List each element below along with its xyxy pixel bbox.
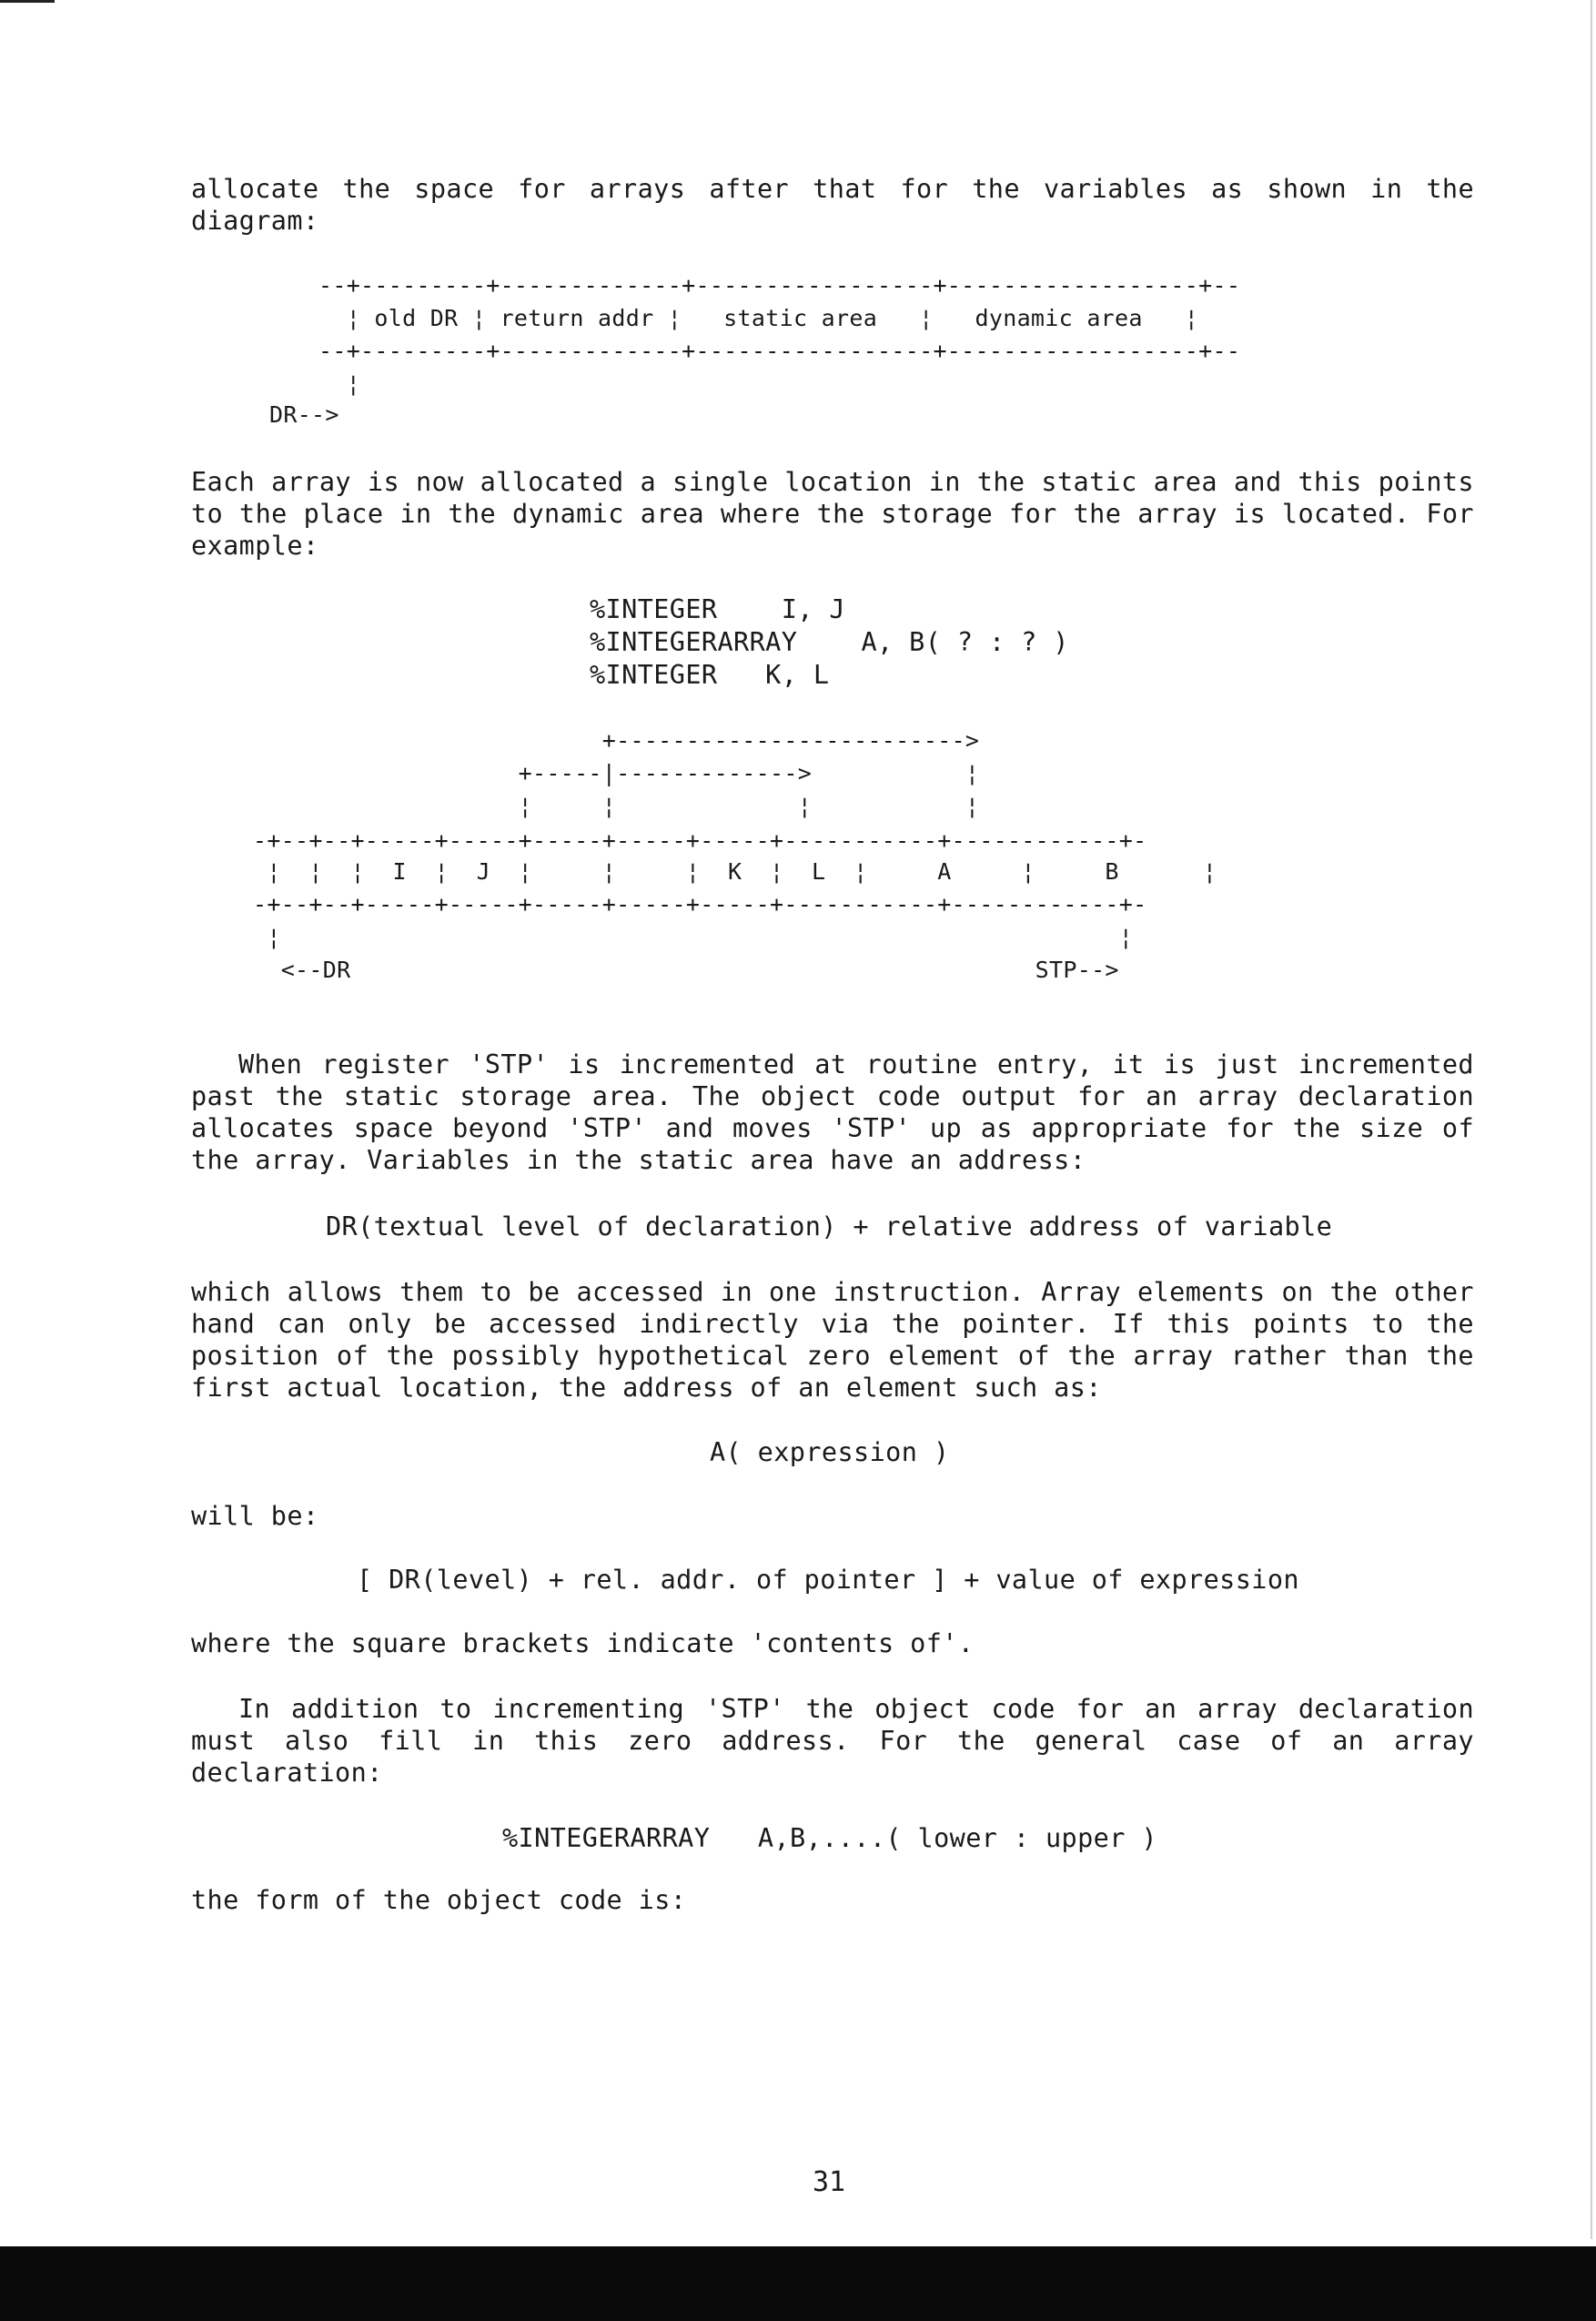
- diagram-dr-label: DR-->: [269, 401, 339, 428]
- diagram2-arrow-a: +-----|-------------> ¦: [253, 760, 980, 786]
- diagram-pointer-bar: ¦: [318, 370, 361, 397]
- paragraph-square-brackets: where the square brackets indicate 'contents of'.: [191, 1628, 975, 1658]
- paragraph-arrays-intro: allocate the space for arrays after that for the variables as shown in the diagram:: [191, 174, 1474, 236]
- diagram2-arrow-stems: ¦ ¦ ¦ ¦: [253, 793, 980, 819]
- diagram2-bottom-border: -+--+--+-----+-----+-----+-----+-----+-----------+------------+-: [253, 891, 1147, 917]
- formula-static-address: DR(textual level of declaration) + relative address of variable: [326, 1211, 1333, 1242]
- paragraph-array-access: which allows them to be accessed in one instruction. Array elements on the other hand can only be accessed indirectly via the pointer. If this points to the position of the possibly hypothetical zero element of the array rather than the first actual location, the address of an element such as:: [191, 1277, 1474, 1403]
- paragraph-object-code-form: the form of the object code is:: [191, 1885, 687, 1915]
- page-number: 31: [813, 2166, 846, 2198]
- paragraph-array-allocation: Each array is now allocated a single location in the static area and this points to the place in the dynamic area where the storage for the array is located. For example:: [191, 467, 1474, 561]
- scan-edge-line: [1591, 0, 1592, 2239]
- scan-bottom-band: [0, 2246, 1596, 2321]
- code-general-declaration: %INTEGERARRAY A,B,....( lower : upper ): [502, 1823, 1157, 1853]
- diagram2-top-border: -+--+--+-----+-----+-----+-----+-----+-----------+------------+-: [253, 827, 1147, 854]
- code-line-2: %INTEGERARRAY A, B( ? : ? ): [590, 627, 1069, 657]
- diagram2-cells: ¦ ¦ ¦ I ¦ J ¦ ¦ ¦ K ¦ L ¦ A ¦ B ¦: [253, 858, 1217, 885]
- formula-element-address: [ DR(level) + rel. addr. of pointer ] + value of expression: [357, 1565, 1299, 1595]
- diagram-row-labels: ¦ old DR ¦ return addr ¦ static area ¦ dynamic area ¦: [318, 305, 1199, 331]
- code-line-1: %INTEGER I, J: [590, 594, 845, 624]
- paragraph-stp-register: When register 'STP' is incremented at routine entry, it is just incremented past the static storage area. The object code output for an array declaration allocates space beyond 'STP' and moves 'STP' up as appropriate for the size of the array. Variables in the static area have an address:: [191, 1049, 1474, 1175]
- formula-array-element: A( expression ): [710, 1437, 950, 1467]
- diagram-row-bottom-border: --+---------+-------------+-----------------+------------------+--: [318, 338, 1241, 364]
- paragraph-zero-address: In addition to incrementing 'STP' the object code for an array declaration must also fill in this zero address. For the general case of an array declaration:: [191, 1694, 1474, 1788]
- diagram2-arrow-b: +------------------------->: [253, 727, 980, 754]
- code-line-3: %INTEGER K, L: [590, 660, 830, 690]
- paragraph-will-be: will be:: [191, 1501, 319, 1531]
- diagram2-pointer-bars: ¦ ¦: [253, 924, 1134, 950]
- diagram-row-top-border: --+---------+-------------+-----------------+------------------+--: [318, 272, 1241, 299]
- scan-corner-mark: [0, 0, 55, 3]
- diagram2-pointer-labels: <--DR STP-->: [253, 957, 1119, 983]
